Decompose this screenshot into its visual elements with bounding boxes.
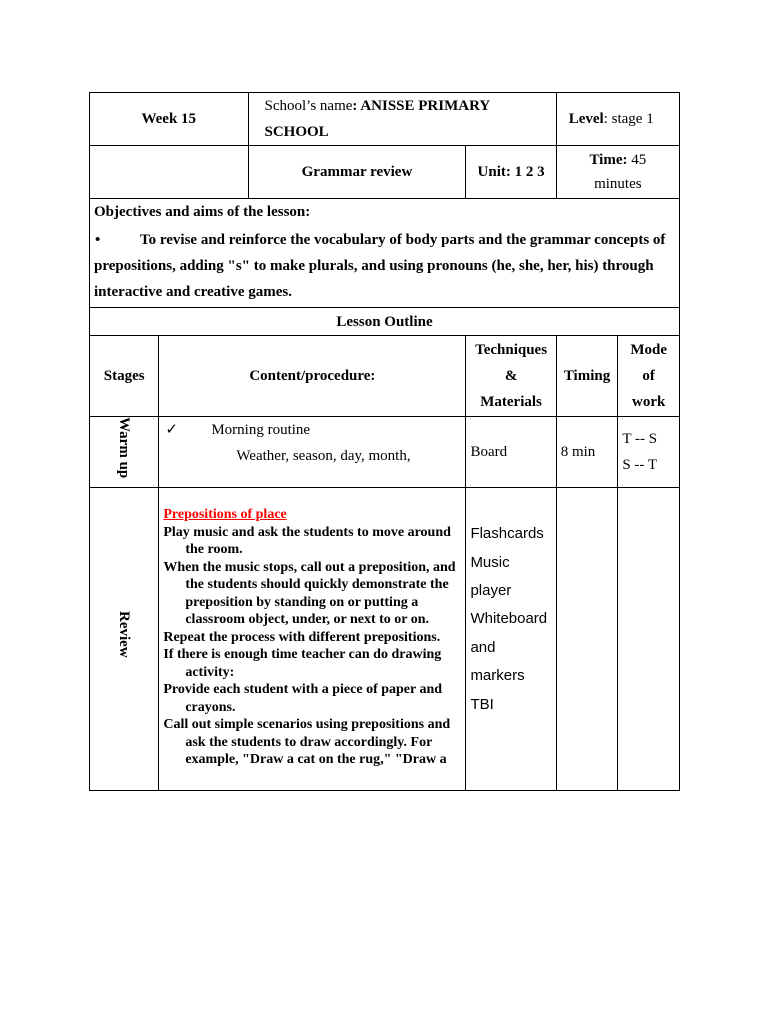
week-label: Week 15 bbox=[141, 111, 197, 127]
warmup-stage-label: Warm up bbox=[116, 417, 133, 479]
techniques-label-3: Materials bbox=[480, 394, 542, 410]
unit-cell bbox=[466, 146, 556, 199]
review-content-cell bbox=[159, 488, 466, 791]
week-cell bbox=[90, 93, 249, 146]
warmup-mode-1: T -- S bbox=[622, 431, 658, 448]
review-step: Repeat the process with different prepositions. bbox=[163, 629, 441, 645]
level-value: : stage 1 bbox=[603, 111, 654, 127]
review-row bbox=[90, 488, 680, 791]
column-header-row bbox=[90, 336, 680, 417]
time-cell bbox=[556, 146, 679, 199]
material-item: Whiteboard bbox=[470, 610, 548, 628]
empty-cell bbox=[90, 146, 249, 199]
school-cell bbox=[248, 93, 556, 146]
warmup-routine: Morning routine bbox=[211, 422, 311, 438]
review-timing-cell bbox=[556, 488, 618, 791]
unit-label: Unit: 1 2 3 bbox=[477, 164, 545, 180]
header-row-2 bbox=[90, 146, 680, 199]
review-materials-cell bbox=[466, 488, 556, 791]
material-item: Flashcards bbox=[470, 525, 544, 543]
material-item: Music bbox=[470, 553, 510, 571]
outline-title-cell bbox=[90, 308, 680, 336]
review-stage-cell bbox=[90, 488, 159, 791]
warmup-materials: Board bbox=[470, 444, 508, 461]
material-item: player bbox=[470, 582, 512, 600]
objectives-row bbox=[90, 199, 680, 308]
bullet-icon: • bbox=[95, 232, 101, 248]
review-mode-cell bbox=[618, 488, 680, 791]
timing-header bbox=[556, 336, 618, 417]
review-step: If there is enough time teacher can do drawing activity: bbox=[163, 647, 442, 680]
time-unit: minutes bbox=[594, 176, 642, 192]
review-step: Play music and ask the students to move around the room. bbox=[163, 524, 451, 558]
review-heading: Prepositions of place bbox=[163, 507, 287, 523]
time-value: 45 bbox=[631, 152, 647, 168]
warmup-timing-cell bbox=[556, 417, 618, 488]
time-label: Time: bbox=[589, 152, 628, 168]
objectives-cell bbox=[90, 199, 680, 308]
mode-label-2: of bbox=[642, 368, 655, 384]
lesson-title-cell bbox=[248, 146, 466, 199]
stages-label: Stages bbox=[103, 368, 145, 384]
lesson-plan-table bbox=[89, 92, 680, 791]
review-step: When the music stops, call out a preposition, and the students should quickly demonstrate the preposition by standing on or putting a classroom object, under, or next to or on. bbox=[163, 559, 456, 628]
header-row-1 bbox=[90, 93, 680, 146]
techniques-label-2: & bbox=[504, 368, 518, 384]
warmup-stage-cell bbox=[90, 417, 159, 488]
objectives-heading: Objectives and aims of the lesson: bbox=[94, 204, 311, 220]
review-stage-label: Review bbox=[116, 611, 133, 659]
techniques-label-1: Techniques bbox=[475, 342, 548, 358]
timing-label: Timing bbox=[563, 368, 611, 384]
material-item: markers bbox=[470, 667, 525, 685]
material-item: TBI bbox=[470, 695, 494, 713]
warmup-row bbox=[90, 417, 680, 488]
school-name: : ANISSE PRIMARY SCHOOL bbox=[264, 98, 490, 140]
content-header bbox=[159, 336, 466, 417]
warmup-mode-cell bbox=[618, 417, 680, 488]
review-step: Provide each student with a piece of paper and crayons. bbox=[163, 682, 443, 715]
outline-title: Lesson Outline bbox=[336, 313, 433, 330]
review-step: Call out simple scenarios using prepositions and ask the students to draw accordingly. For example, "Draw a cat on the rug," "Draw a bbox=[163, 717, 451, 768]
mode-label-1: Mode bbox=[630, 342, 667, 358]
level-label: Level bbox=[568, 111, 604, 127]
content-label: Content/procedure: bbox=[249, 368, 376, 384]
warmup-mode-2: S -- T bbox=[622, 457, 658, 474]
objectives-text: To revise and reinforce the vocabulary of body parts and the grammar concepts of prepositions, adding "s" to make plurals, and using pronouns (he, she, her, his) through interactive and creative games. bbox=[94, 232, 666, 300]
stages-header bbox=[90, 336, 159, 417]
warmup-materials-cell bbox=[466, 417, 556, 488]
school-label: School’s name bbox=[264, 98, 353, 114]
material-item: and bbox=[470, 638, 496, 656]
mode-label-3: work bbox=[631, 394, 666, 410]
techniques-header bbox=[466, 336, 556, 417]
warmup-details: Weather, season, day, month, bbox=[236, 448, 411, 464]
warmup-timing: 8 min bbox=[560, 444, 596, 461]
level-cell bbox=[556, 93, 679, 146]
check-icon: ✓ bbox=[165, 422, 178, 438]
mode-header bbox=[618, 336, 680, 417]
outline-title-row bbox=[90, 308, 680, 336]
warmup-content-cell bbox=[159, 417, 466, 488]
lesson-title: Grammar review bbox=[301, 164, 413, 180]
